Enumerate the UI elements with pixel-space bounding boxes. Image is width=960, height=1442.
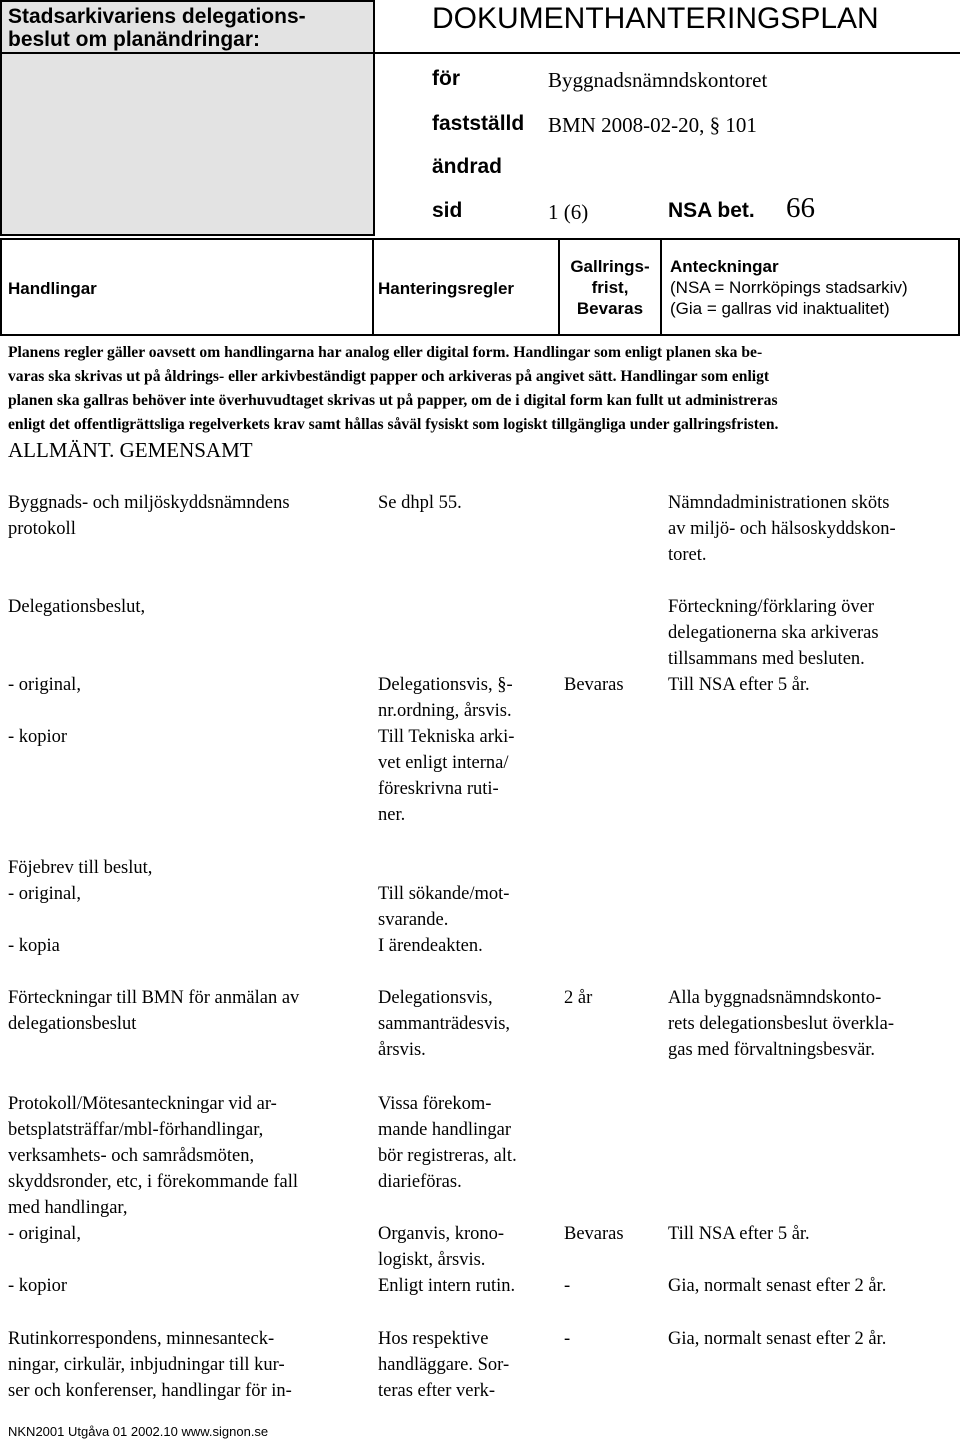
handling-cell-line: Delegationsbeslut, bbox=[8, 597, 146, 617]
hanteringsregel-cell-line: handläggare. Sor- bbox=[378, 1355, 510, 1375]
hanteringsregel-cell-line: Organvis, krono- bbox=[378, 1224, 505, 1244]
hanteringsregel-cell-line: Delegationsvis, §- bbox=[378, 675, 513, 695]
meta-value-for: Byggnadsnämndskontoret bbox=[548, 68, 768, 92]
handling-cell-line: - kopior bbox=[8, 727, 68, 747]
meta-label-sid: sid bbox=[432, 199, 463, 222]
hanteringsregel-cell-line: Se dhpl 55. bbox=[378, 493, 462, 513]
column-header-anteckningar bbox=[670, 256, 908, 319]
column-header-handlingar: Handlingar bbox=[8, 279, 97, 298]
header-left-title-line-2: beslut om planändringar: bbox=[8, 28, 261, 51]
intro-text bbox=[8, 341, 952, 437]
column-header-gallring-line-3: Bevaras bbox=[576, 299, 644, 318]
hanteringsregel-cell-line: föreskrivna ruti- bbox=[378, 779, 499, 799]
handling-cell-line: ningar, cirkulär, inbjudningar till kur- bbox=[8, 1355, 285, 1375]
hanteringsregel-cell-line: Vissa förekom- bbox=[378, 1094, 492, 1114]
handling-cell-line: - kopia bbox=[8, 936, 60, 956]
handling-cell-line: skyddsronder, etc, i förekommande fall bbox=[8, 1172, 299, 1192]
hanteringsregel-cell bbox=[378, 672, 554, 828]
handling-cell-line: Rutinkorrespondens, minnesanteck- bbox=[8, 1329, 275, 1349]
hanteringsregel-cell-line: diarieföras. bbox=[378, 1172, 462, 1192]
column-header-gallringsfrist bbox=[564, 256, 656, 319]
hanteringsregel-cell-line: I ärendeakten. bbox=[378, 936, 483, 956]
footer-text: NKN2001 Utgåva 01 2002.10 www.signon.se bbox=[8, 1424, 269, 1439]
meta-value-faststalld: BMN 2008-02-20, § 101 bbox=[548, 113, 757, 137]
column-divider-3 bbox=[660, 240, 662, 334]
header-left-box bbox=[0, 0, 375, 236]
column-header-note-gia: (Gia = gallras vid inaktualitet) bbox=[670, 299, 890, 318]
meta-label-for: för bbox=[432, 67, 460, 90]
gallringsfrist-cell-line: 2 år bbox=[564, 988, 593, 1008]
header-left-title bbox=[8, 5, 306, 51]
anteckning-cell bbox=[668, 490, 958, 568]
handling-cell-line: verksamhets- och samrådsmöten, bbox=[8, 1146, 255, 1166]
hanteringsregel-cell-line: årsvis. bbox=[378, 1040, 426, 1060]
anteckning-cell bbox=[668, 1273, 958, 1299]
anteckning-cell-line: tillsammans med besluten. bbox=[668, 649, 865, 669]
handling-cell-line: med handlingar, bbox=[8, 1198, 128, 1218]
intro-line-2: varas ska skrivas ut på åldrings- eller arkivbeständigt papper och arkiveras på angivet sätt. Handlingar som enligt bbox=[8, 368, 770, 385]
hanteringsregel-cell bbox=[378, 1326, 554, 1404]
handling-cell-line: delegationsbeslut bbox=[8, 1014, 137, 1034]
gallringsfrist-cell bbox=[564, 672, 656, 698]
handling-cell bbox=[8, 490, 370, 542]
hanteringsregel-cell bbox=[378, 1091, 554, 1273]
anteckning-cell-line: Till NSA efter 5 år. bbox=[668, 675, 810, 695]
hanteringsregel-cell-line: sammanträdesvis, bbox=[378, 1014, 511, 1034]
handling-cell bbox=[8, 855, 370, 907]
anteckning-cell-line: Till NSA efter 5 år. bbox=[668, 1224, 810, 1244]
meta-value-sid: 1 (6) bbox=[548, 200, 589, 224]
column-divider-1 bbox=[372, 240, 374, 334]
anteckning-cell-line: Gia, normalt senast efter 2 år. bbox=[668, 1329, 887, 1349]
handling-cell-line: betsplatsträffar/mbl-förhandlingar, bbox=[8, 1120, 264, 1140]
handling-cell-line: Byggnads- och miljöskyddsnämndens bbox=[8, 493, 290, 513]
handling-cell bbox=[8, 672, 370, 698]
meta-label-faststalld: fastställd bbox=[432, 112, 525, 135]
column-header-hanteringsregler: Hanteringsregler bbox=[378, 279, 515, 298]
gallringsfrist-cell bbox=[564, 1273, 656, 1299]
hanteringsregel-cell-line: nr.ordning, årsvis. bbox=[378, 701, 512, 721]
column-divider-2 bbox=[558, 240, 560, 334]
hanteringsregel-cell-line: Hos respektive bbox=[378, 1329, 489, 1349]
anteckning-cell-line: Gia, normalt senast efter 2 år. bbox=[668, 1276, 887, 1296]
hanteringsregel-cell-line: svarande. bbox=[378, 910, 449, 930]
section-title: ALLMÄNT. GEMENSAMT bbox=[8, 438, 253, 462]
hanteringsregel-cell-line: mande handlingar bbox=[378, 1120, 512, 1140]
anteckning-cell-line: Förteckning/förklaring över bbox=[668, 597, 875, 617]
column-header-anteckningar-title: Anteckningar bbox=[670, 257, 779, 276]
anteckning-cell bbox=[668, 1326, 958, 1352]
anteckning-cell-line: Alla byggnadsnämndskonto- bbox=[668, 988, 882, 1008]
handling-cell-line: Förteckningar till BMN för anmälan av bbox=[8, 988, 300, 1008]
handling-cell-line: - original, bbox=[8, 675, 81, 695]
handling-cell-line: Föjebrev till beslut, bbox=[8, 858, 153, 878]
hanteringsregel-cell bbox=[378, 985, 554, 1063]
handling-cell bbox=[8, 985, 370, 1037]
hanteringsregel-cell-line: Enligt intern rutin. bbox=[378, 1276, 516, 1296]
hanteringsregel-cell-line: bör registreras, alt. bbox=[378, 1146, 517, 1166]
gallringsfrist-cell bbox=[564, 1221, 656, 1247]
header-left-divider bbox=[0, 52, 960, 54]
handling-cell-line: ser och konferenser, handlingar för in- bbox=[8, 1381, 292, 1401]
nsa-value: 66 bbox=[786, 192, 815, 224]
gallringsfrist-cell-line: - bbox=[564, 1276, 571, 1296]
handling-cell-line: Protokoll/Mötesanteckningar vid ar- bbox=[8, 1094, 277, 1114]
intro-line-1: Planens regler gäller oavsett om handlingarna har analog eller digital form. Handlingar som enligt planen ska be- bbox=[8, 344, 763, 361]
column-header-row bbox=[0, 238, 960, 336]
column-header-note-nsa: (NSA = Norrköpings stadsarkiv) bbox=[670, 278, 908, 297]
handling-cell bbox=[8, 724, 370, 750]
anteckning-cell-line: av miljö- och hälsoskyddskon- bbox=[668, 519, 896, 539]
hanteringsregel-cell bbox=[378, 881, 554, 959]
gallringsfrist-cell bbox=[564, 985, 656, 1011]
hanteringsregel-cell-line: vet enligt interna/ bbox=[378, 753, 509, 773]
hanteringsregel-cell-line bbox=[378, 1195, 554, 1221]
nsa-label: NSA bet. bbox=[668, 199, 755, 222]
handling-cell bbox=[8, 1273, 370, 1299]
anteckning-cell bbox=[668, 594, 958, 698]
handling-cell bbox=[8, 933, 370, 959]
anteckning-cell bbox=[668, 1221, 958, 1247]
hanteringsregel-cell-line: Delegationsvis, bbox=[378, 988, 493, 1008]
hanteringsregel-cell-line: teras efter verk- bbox=[378, 1381, 496, 1401]
handling-cell bbox=[8, 1091, 370, 1247]
gallringsfrist-cell bbox=[564, 1326, 656, 1352]
hanteringsregel-cell-line: logiskt, årsvis. bbox=[378, 1250, 486, 1270]
hanteringsregel-cell-line: Till Tekniska arki- bbox=[378, 727, 515, 747]
gallringsfrist-cell-line: Bevaras bbox=[564, 675, 624, 695]
meta-label-andrad: ändrad bbox=[432, 155, 503, 178]
handling-cell bbox=[8, 1326, 370, 1404]
intro-line-3: planen ska gallras behöver inte överhuvudtaget skrivas ut på papper, om de i digital form kan fullt ut administreras bbox=[8, 392, 778, 409]
anteckning-cell bbox=[668, 985, 958, 1063]
header-left-title-line-1: Stadsarkivariens delegations- bbox=[8, 5, 306, 28]
handling-cell-line: - original, bbox=[8, 884, 81, 904]
doc-title: DOKUMENTHANTERINGSPLAN bbox=[432, 2, 879, 35]
hanteringsregel-cell bbox=[378, 490, 554, 516]
anteckning-cell-line: rets delegationsbeslut överkla- bbox=[668, 1014, 895, 1034]
hanteringsregel-cell bbox=[378, 1273, 554, 1299]
gallringsfrist-cell-line: - bbox=[564, 1329, 571, 1349]
handling-cell-line: - kopior bbox=[8, 1276, 68, 1296]
handling-cell-line: protokoll bbox=[8, 519, 76, 539]
hanteringsregel-cell-line: Till sökande/mot- bbox=[378, 884, 510, 904]
gallringsfrist-cell-line: Bevaras bbox=[564, 1224, 624, 1244]
anteckning-cell-line: delegationerna ska arkiveras bbox=[668, 623, 879, 643]
handling-cell-line: - original, bbox=[8, 1224, 81, 1244]
column-header-gallring-line-2: frist, bbox=[591, 278, 629, 297]
intro-line-4: enligt det offentligrättsliga regelverkets krav samt hållas såväl fysiskt som logiskt tillgängliga under gallringsfristen. bbox=[8, 416, 779, 433]
anteckning-cell-line: Nämndadministrationen sköts bbox=[668, 493, 890, 513]
anteckning-cell-line: gas med förvaltningsbesvär. bbox=[668, 1040, 876, 1060]
column-header-gallring-line-1: Gallrings- bbox=[570, 257, 650, 276]
handling-cell bbox=[8, 594, 370, 620]
anteckning-cell-line: toret. bbox=[668, 545, 707, 565]
hanteringsregel-cell-line: ner. bbox=[378, 805, 406, 825]
